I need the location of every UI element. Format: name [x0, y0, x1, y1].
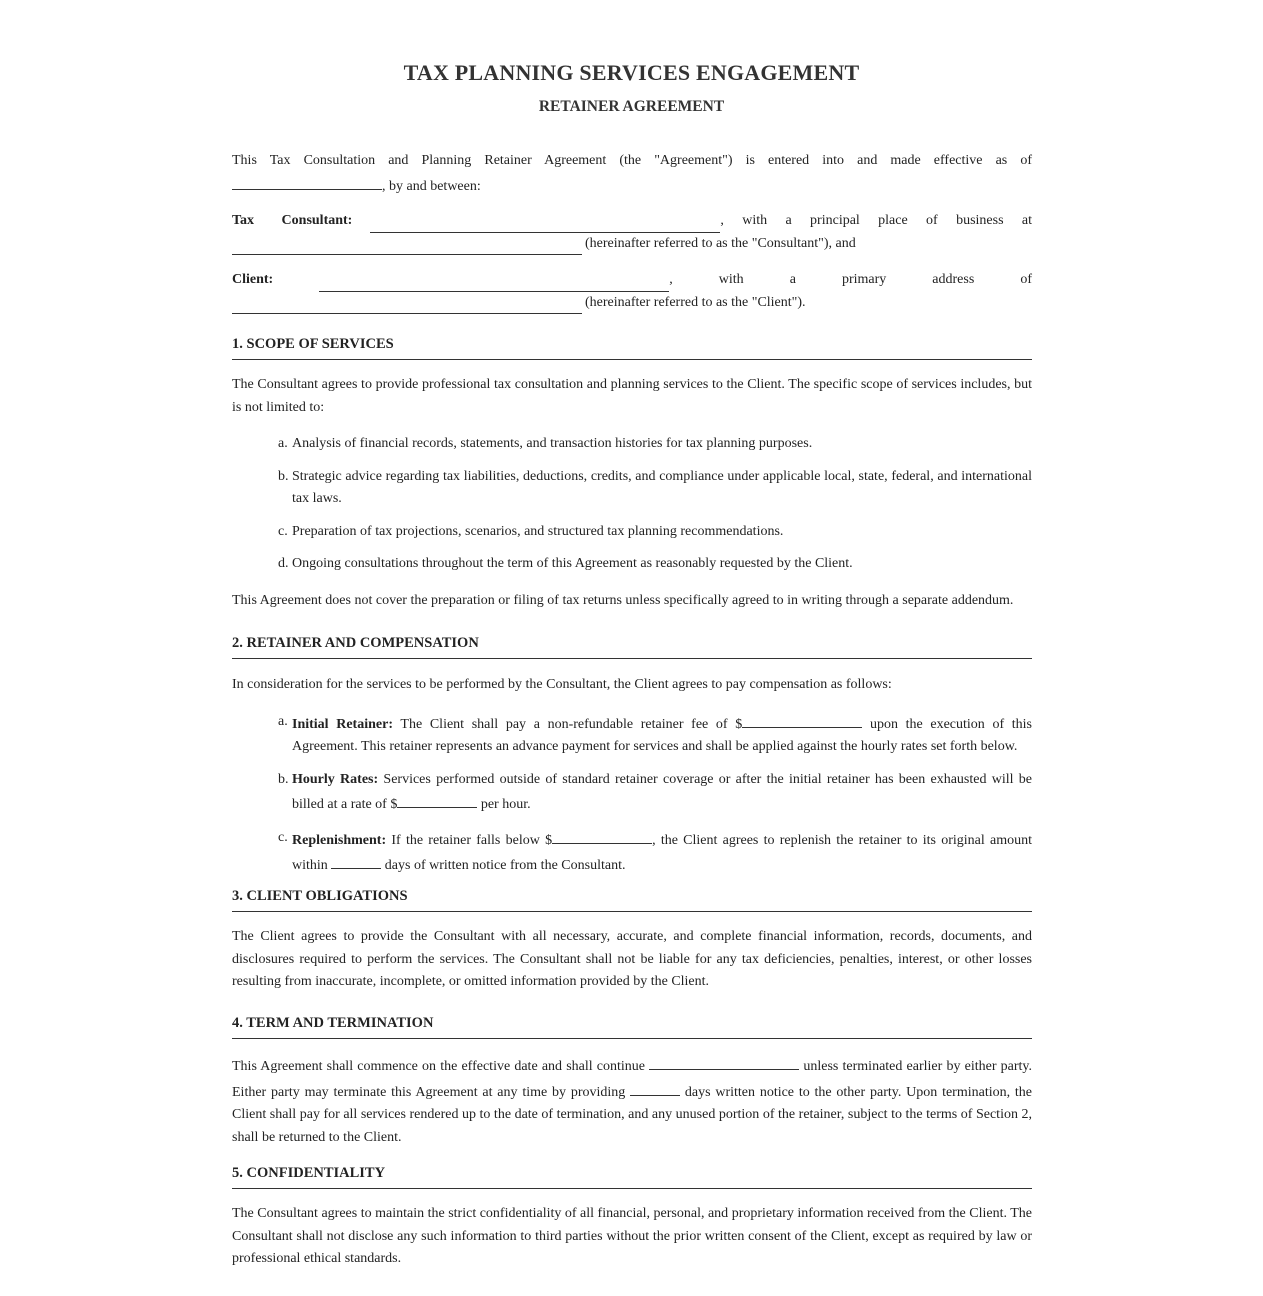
list-item: d. Ongoing consultations throughout the term of this Agreement as reasonably requested by the Client. [278, 556, 853, 571]
consultant-after-name-text: , with a principal place of business at [720, 213, 1032, 228]
section-heading-term: 4. TERM AND TERMINATION [232, 1015, 1032, 1039]
effective-date-blank[interactable] [232, 173, 382, 190]
client-after-name: , with a primary address of [669, 272, 1032, 287]
retainer-fee-blank[interactable] [742, 711, 862, 728]
section-heading-retainer: 2. RETAINER AND COMPENSATION [232, 635, 1032, 659]
section-obligations [232, 926, 1032, 994]
list-item: b. Hourly Rates: Services performed outside of standard retainer coverage or after the initial retainer has been exhausted will be billed at a rate of $ per hour. [278, 771, 1032, 812]
list-item: a. Initial Retainer: The Client shall pay a non-refundable retainer fee of $ upon the execution of this Agreement. This retainer represents an advance payment for services and shall be applied against the hourly rates set forth below. [232, 711, 1032, 759]
list-item: c. Replenishment: If the retainer falls below $ , the Client agrees to replenish the retainer to its original amount within days of written notice from the Consultant. [232, 827, 1032, 878]
section-confidentiality [232, 1203, 1032, 1271]
document-title: TAX PLANNING SERVICES ENGAGEMENT [403, 60, 860, 85]
scope-note: This Agreement does not cover the preparation or filing of tax returns unless specifically agreed to in writing through a separate addendum. [232, 592, 1014, 608]
consultant-party [232, 210, 1032, 255]
obligations-text: The Client agrees to provide the Consultant with all necessary, accurate, and complete financial information, records, documents, and disclosures required to perform the services. The Consultant shall not be liable for any tax deficiencies, penalties, interest, or other losses resulting from inaccurate, incomplete, or omitted information provided by the Client. [232, 929, 1032, 989]
consultant-address-blank[interactable] [232, 238, 582, 255]
list-item: c. Preparation of tax projections, scenarios, and structured tax planning recommendations. [278, 523, 784, 539]
confidentiality-text: The Consultant agrees to maintain the strict confidentiality of all financial, personal, and proprietary information received from the Client. The Consultant shall not disclose any such information to third parties without the prior written consent of the Client, except as required by law or professional ethical standards. [232, 1206, 1032, 1266]
term-text: This Agreement shall commence on the effective date and shall continue unless terminated earlier by either party. Either party may terminate this Agreement at any time by providing days written notice to the other party. Upon termination, the Client shall pay for all services rendered up to the date of termination, and any unused portion of the retainer, subject to the terms of Section 2, shall be returned to the Client. [232, 1053, 1032, 1149]
client-after-address: (hereinafter referred to as the "Client"). [585, 294, 806, 310]
client-name-blank[interactable] [319, 275, 669, 292]
section-term [232, 1053, 1032, 1149]
notice-days-blank[interactable] [630, 1079, 680, 1096]
intro-text: This Tax Consultation and Planning Retainer Agreement (the "Agreement") is entered into and made effective as of [232, 153, 1032, 168]
consultant-name-blank[interactable] [370, 216, 720, 233]
section-scope [232, 374, 1032, 612]
retainer-list [232, 711, 1032, 878]
consultant-after-address: (hereinafter referred to as the "Consultant"), and [585, 235, 856, 251]
intro-tail: , by and between: [382, 178, 481, 194]
hourly-rate-blank[interactable] [397, 791, 477, 808]
replenish-days-blank[interactable] [331, 852, 381, 869]
section-heading-obligations: 3. CLIENT OBLIGATIONS [232, 888, 1032, 912]
replenishment-label: Replenishment: [292, 832, 387, 848]
retainer-intro: In consideration for the services to be performed by the Consultant, the Client agrees to pay compensation as follows: [232, 677, 892, 692]
hourly-rates-label: Hourly Rates: [292, 771, 379, 787]
list-item: a. Analysis of financial records, statements, and transaction histories for tax planning purposes. [278, 436, 813, 451]
section-heading-confidentiality: 5. CONFIDENTIALITY [232, 1165, 1032, 1189]
document-subtitle: RETAINER AGREEMENT [538, 98, 725, 115]
client-address-blank[interactable] [232, 297, 582, 314]
scope-list [232, 433, 1032, 576]
term-duration-blank[interactable] [649, 1053, 799, 1070]
initial-retainer-label: Initial Retainer: [292, 716, 393, 732]
section-heading-scope: 1. SCOPE OF SERVICES [232, 336, 1032, 360]
client-label: Client: [232, 272, 274, 287]
section-retainer [232, 674, 1032, 878]
client-party [232, 269, 1032, 314]
scope-intro: The Consultant agrees to provide professional tax consultation and planning services to the Client. The specific scope of services includes, but is not limited to: [232, 377, 1032, 415]
consultant-label: Tax Consultant: [232, 213, 353, 228]
list-item: b. Strategic advice regarding tax liabilities, deductions, credits, and compliance under applicable local, state, federal, and international tax laws. [278, 468, 1032, 506]
intro-paragraph [232, 150, 1032, 198]
consultant-after-name [720, 210, 1032, 233]
replenish-threshold-blank[interactable] [552, 827, 652, 844]
